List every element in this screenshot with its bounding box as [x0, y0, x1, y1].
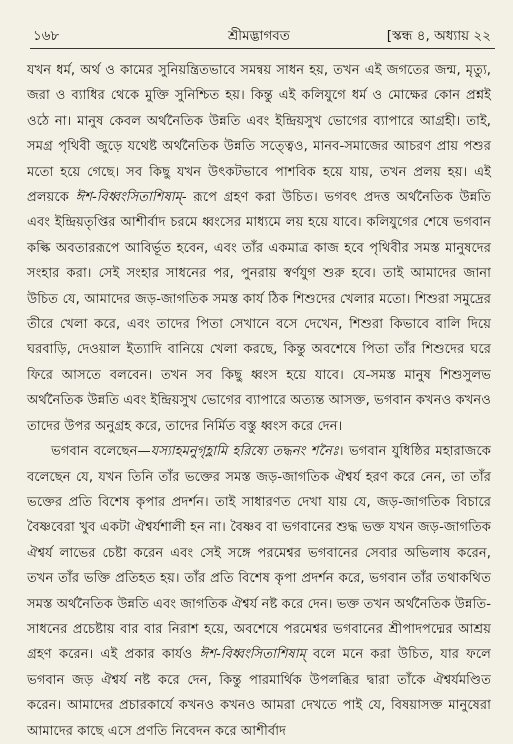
paragraph-2-quote: যস্যাহমনুগৃহ্ণামি হরিষ্যে তদ্ধনং শনৈঃ [150, 444, 339, 460]
paragraph-2-term: ঈশ-বিধ্বংসিতাশিষাম্‌ [199, 647, 306, 663]
book-title: শ্রীমদ্ভাগবত [228, 28, 290, 44]
paragraph-1 [27, 58, 491, 439]
header-divider [30, 48, 495, 49]
paragraph-1-text-a: যখন ধর্ম, অর্থ ও কামের সুনিয়ন্ত্রিতভাবে সমন্বয় সাধন হয়, তখন এই জগতের জন্ম, মৃত্যু, জরা ও ব্যাধির থেকে মুক্তি সুনিশ্চিত হয়। কিন্তু এই কলিযুগে ধর্ম ও মোক্ষের কোন প্রশ্নই ওঠে না। মানুষ কেবল অর্থনৈতিক উন্নতি এবং ইন্দ্রিয়সুখ ভোগের ব্যাপারে আগ্রহী। তাই, সমগ্র পৃথিবী জুড়ে যথেষ্ট অর্থনৈতিক উন্নতি সত্ত্বেও, মানব-সমাজের আচরণ প্রায় পশুর মতো হয়ে গেছে। সব কিছু যখন উৎকটভাবে পাশবিক হয়ে যায়, তখন প্রলয় হয়। এই প্রলয়কে [27, 63, 491, 206]
paragraph-2-text-a: ভগবান বলেছেন— [51, 444, 151, 460]
canto-chapter-label: [স্কন্ধ ৪, অধ্যায় ২২ [386, 28, 491, 44]
paragraph-1-term: ঈশ-বিধ্বংসিতাশিষাম্‌ [75, 190, 182, 206]
paragraph-1-text-b: - রূপে গ্রহণ করা উচিত। ভগবৎ প্রদত্ত অর্থনৈতিক উন্নতি এবং ইন্দ্রিয়তৃপ্তির আশীর্বাদ চরমে ধ্বংসের মাধ্যমে লয় হয়ে যাবে। কলিযুগের শেষে ভগবান কল্কি অবতাররূপে আবির্ভূত হবেন, এবং তাঁর একমাত্র কাজ হবে পৃথিবীর সমস্ত মানুষদের সংহার করা। সেই সংহার সাধনের পর, পুনরায় স্বর্ণযুগ শুরু হবে। তাই আমাদের জানা উচিত যে, আমাদের জড়-জাগতিক সমস্ত কার্য ঠিক শিশুদের খেলার মতো। শিশুরা সমুদ্রের তীরে খেলা করে, এবং তাদের পিতা সেখানে বসে দেখেন, শিশুরা কিভাবে বালি দিয়ে ঘরবাড়ি, দেওয়াল ইত্যাদি বানিয়ে খেলা করছে, কিন্তু অবশেষে পিতা তাঁর শিশুদের ঘরে ফিরে আসতে বলবেন। তখন সব কিছু ধ্বংস হয়ে যাবে। যে-সমস্ত মানুষ শিশুসুলভ অর্থনৈতিক উন্নতি এবং ইন্দ্রিয়সুখ ভোগের ব্যাপারে অত্যন্ত আসক্ত, ভগবান কখনও কখনও তাদের উপর অনুগ্রহ করে, তাদের নির্মিত বস্তু ধ্বংস করে দেন। [27, 190, 491, 434]
page-header [27, 26, 491, 48]
body-text [27, 58, 491, 744]
paragraph-2-text-c: বলে মনে করা উচিত, যার ফলে ভগবান জড় ঐশ্বর্য নষ্ট করে দেন, কিন্তু পারমার্থিক উপলব্ধির দ্বারা তাঁকে ঐশ্বর্যমণ্ডিত করেন। আমাদের প্রচারকার্যে কখনও কখনও আমরা দেখতে পাই যে, বিষয়াসক্ত মানুষেরা আমাদের কাছে এসে প্রণতি নিবেদন করে আশীর্বাদ [27, 647, 492, 739]
paragraph-2-text-b: । ভগবান যুধিষ্ঠির মহারাজকে বলেছেন যে, যখন তিনি তাঁর ভক্তের সমস্ত জড়-জাগতিক ঐশ্বর্য হরণ করে নেন, তা তাঁর ভক্তের প্রতি বিশেষ কৃপার প্রদর্শন। তাই সাধারণত দেখা যায় যে, জড়-জাগতিক বিচারে বৈষ্ণবেরা খুব একটা ঐশ্বর্যশালী হন না। বৈষ্ণব বা ভগবানের শুদ্ধ ভক্ত যখন জড়-জাগতিক ঐশ্বর্য লাভের চেষ্টা করেন এবং সেই সঙ্গে পরমেশ্বর ভগবানের সেবার অভিলাষ করেন, তখন তাঁর ভক্তি প্রতিহত হয়। তাঁর প্রতি বিশেষ কৃপা প্রদর্শন করে, ভগবান তাঁর তথাকথিত সমস্ত অর্থনৈতিক উন্নতি এবং জাগতিক ঐশ্বর্য নষ্ট করে দেন। ভক্ত তখন অর্থনৈতিক উন্নতি-সাধনের প্রচেষ্টায় বার বার নিরাশ হয়ে, অবশেষে পরমেশ্বর ভগবানের শ্রীপাদপদ্মের আশ্রয় গ্রহণ করেন। এই প্রকার কার্যও [27, 444, 492, 663]
paragraph-2 [27, 439, 491, 744]
page-number: ১৬৮ [33, 28, 60, 44]
